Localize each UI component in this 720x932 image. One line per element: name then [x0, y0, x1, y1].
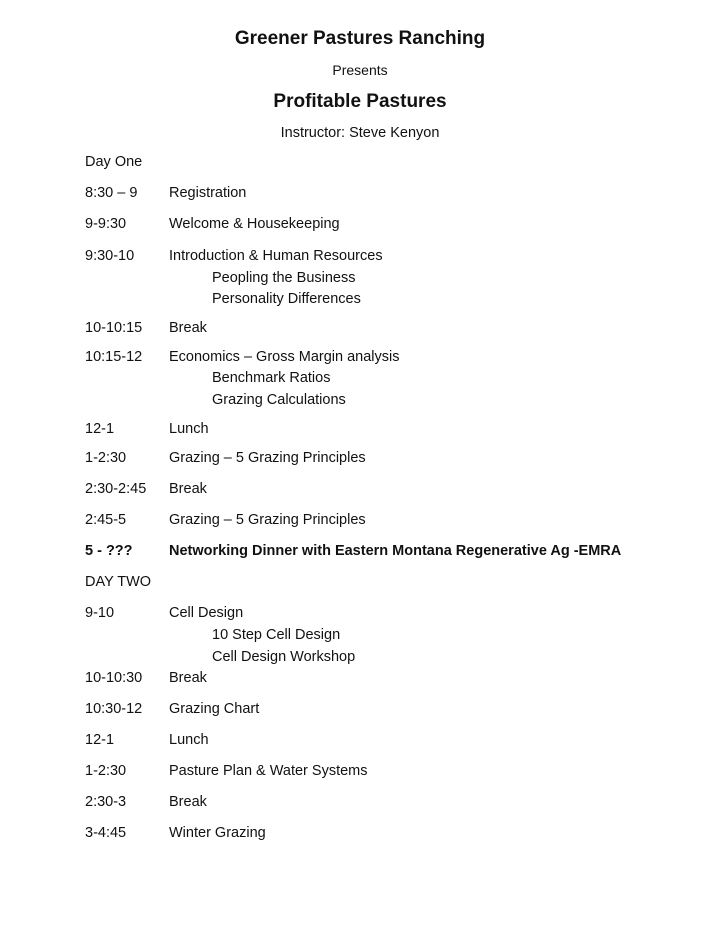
session-time: 10-10:15 — [85, 320, 143, 336]
session-time: 9-9:30 — [85, 216, 127, 232]
session-activity: Cell Design — [169, 605, 244, 621]
session-activity: Lunch — [169, 732, 209, 748]
session-time: 8:30 – 9 — [85, 185, 138, 201]
session-activity: Break — [169, 670, 207, 686]
session-activity: Break — [169, 794, 207, 810]
session-activity: Winter Grazing — [169, 825, 266, 841]
session-subtopic: Cell Design Workshop — [212, 649, 356, 665]
session-activity: Introduction & Human Resources — [169, 248, 383, 264]
organization-title: Greener Pastures Ranching — [234, 28, 486, 49]
session-time: 9:30-10 — [85, 248, 135, 264]
session-time: 10:30-12 — [85, 701, 143, 717]
session-time: 10-10:30 — [85, 670, 143, 686]
session-activity: Grazing Chart — [169, 701, 260, 717]
session-subtopic: Grazing Calculations — [212, 392, 346, 408]
session-activity: Grazing – 5 Grazing Principles — [169, 450, 366, 466]
day-two-heading: DAY TWO — [85, 574, 152, 590]
session-activity: Pasture Plan & Water Systems — [169, 763, 368, 779]
session-activity: Grazing – 5 Grazing Principles — [169, 512, 366, 528]
session-subtopic: Benchmark Ratios — [212, 370, 331, 386]
session-time: 3-4:45 — [85, 825, 127, 841]
instructor-line: Instructor: Steve Kenyon — [280, 125, 440, 141]
session-activity: Networking Dinner with Eastern Montana Regenerative Ag -EMRA — [169, 543, 622, 559]
session-activity: Lunch — [169, 421, 209, 437]
session-time: 2:30-2:45 — [85, 481, 147, 497]
day-one-heading: Day One — [85, 154, 143, 170]
session-time: 12-1 — [85, 421, 115, 437]
session-activity: Economics – Gross Margin analysis — [169, 349, 400, 365]
session-time: 2:30-3 — [85, 794, 127, 810]
session-time: 5 - ??? — [85, 543, 133, 559]
session-subtopic: Personality Differences — [212, 291, 361, 307]
session-subtopic: Peopling the Business — [212, 270, 356, 286]
session-time: 12-1 — [85, 732, 115, 748]
session-activity: Welcome & Housekeeping — [169, 216, 340, 232]
session-time: 1-2:30 — [85, 450, 127, 466]
session-activity: Registration — [169, 185, 247, 201]
session-time: 2:45-5 — [85, 512, 127, 528]
session-time: 1-2:30 — [85, 763, 127, 779]
session-activity: Break — [169, 481, 207, 497]
course-title: Profitable Pastures — [273, 91, 447, 112]
presents-text: Presents — [332, 62, 388, 78]
session-subtopic: 10 Step Cell Design — [212, 627, 341, 643]
session-time: 10:15-12 — [85, 349, 143, 365]
session-activity: Break — [169, 320, 207, 336]
session-time: 9-10 — [85, 605, 115, 621]
